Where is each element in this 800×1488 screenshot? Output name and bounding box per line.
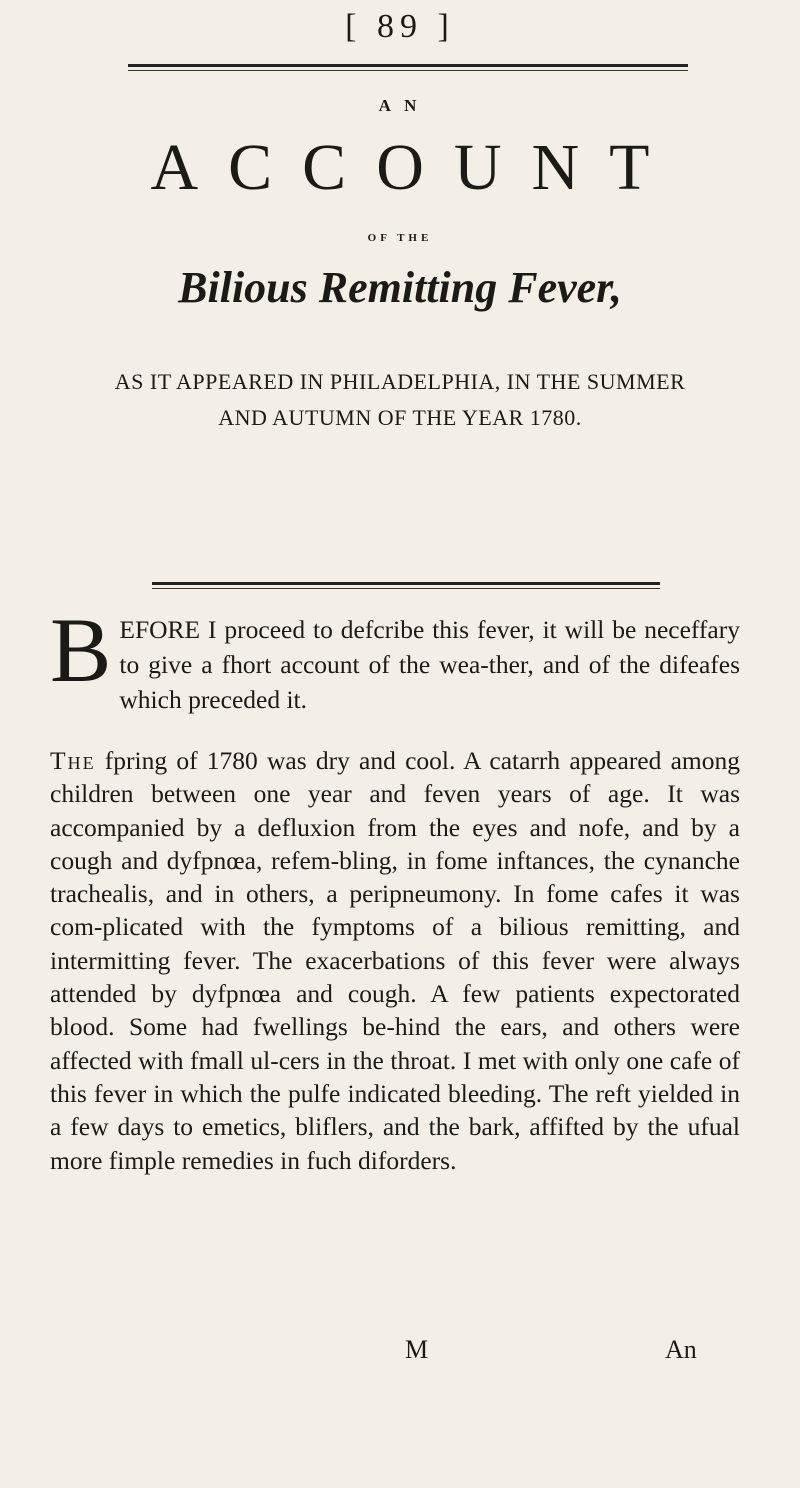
drop-cap: B — [50, 599, 112, 701]
paragraph-2 — [50, 744, 740, 1177]
heading-an: A N — [378, 96, 422, 115]
heading-of-the: OF THE — [367, 232, 433, 244]
section-rule — [152, 582, 660, 589]
paragraph-1 — [50, 599, 740, 717]
page-number: [ 89 ] — [345, 8, 455, 45]
description-line-2: AND AUTUMN OF THE YEAR 1780. — [218, 405, 582, 430]
paragraph-2-text: fpring of 1780 was dry and cool. A catarrh appeared among children between one year and feven years of age. It was accompanied by a defluxion from the eyes and nofe, and by a cough and dyfpnœa, refem-bling, in fome inftances, the cynanche trachealis, and in others, a peripneumony. In fome cafes it was com-plicated with the fymptoms of a bilious remitting, and intermitting fever. The exacerbations of this fever were always attended by dyfpnœa and cough. A few patients expectorated blood. Some had fwellings be-hind the ears, and others were affected with fmall ul-cers in the throat. I met with only one cafe of this fever in which the pulfe indicated bleeding. The reft yielded in a few days to emetics, bliflers, and the bark, affifted by the ufual more fimple remedies in fuch diforders. — [50, 746, 740, 1175]
description — [0, 364, 800, 436]
description-line-1: AS IT APPEARED IN PHILADELPHIA, IN THE SUMMER — [114, 369, 686, 394]
subtitle: Bilious Remitting Fever, — [178, 263, 622, 312]
heading-account: ACCOUNT — [150, 131, 680, 204]
paragraph-2-lead: The — [50, 746, 96, 775]
paragraph-1-text: EFORE I proceed to defcribe this fever, it will be neceffary to give a fhort account of the wea-ther, and of the difeafes which preceded it. — [119, 615, 740, 714]
signature-mark: M — [405, 1335, 429, 1364]
catchword: An — [665, 1335, 697, 1364]
header-rule — [128, 64, 688, 71]
